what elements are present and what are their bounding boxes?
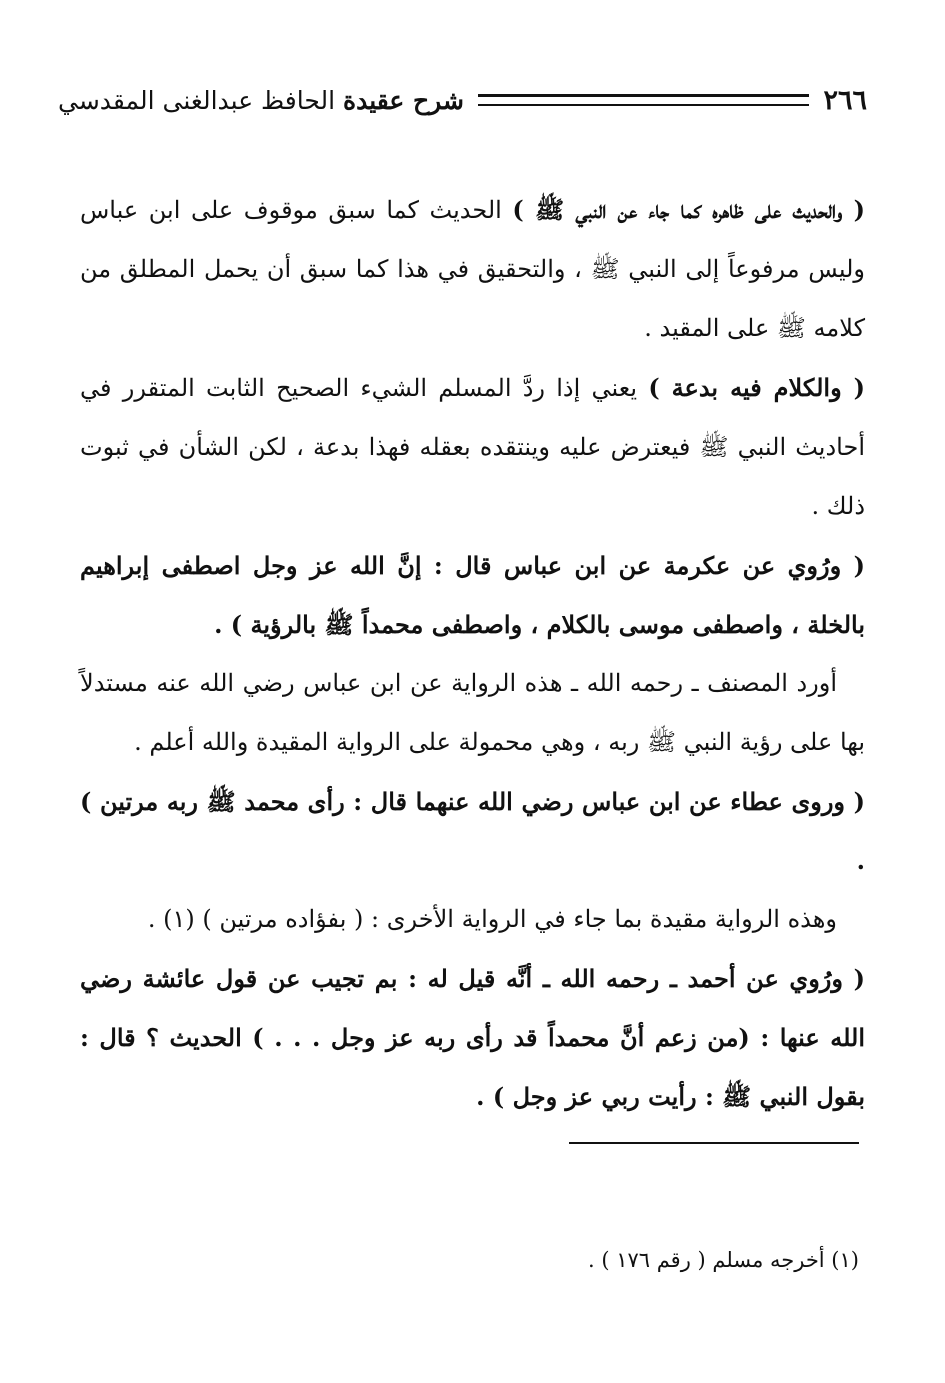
quoted-text: ( والكلام فيه بدعة ): [648, 373, 865, 402]
paragraph-4: أورد المصنف ـ رحمه الله ـ هذه الرواية عن ابن عباس رضي الله عنه مستدلاً بها على رؤية النبي ﷺ ربه ، وهي محمولة على الرواية المقيدة والله أعلم .: [80, 669, 865, 756]
page-number: ٢٦٦: [823, 84, 867, 116]
header-rule: [478, 94, 810, 106]
quoted-text: ( والحديث على ظاهره كما جاء عن النبي ﷺ ): [512, 195, 865, 224]
paragraph-3: ( ورُوي عن عكرمة عن ابن عباس قال : إنَّ الله عز وجل اصطفى إبراهيم بالخلة ، واصطفى موسى بالكلام ، واصطفى محمداً ﷺ بالرؤية ) .: [80, 551, 865, 639]
page-header: [58, 78, 867, 122]
book-title: [58, 86, 464, 115]
footnote-separator: [569, 1142, 859, 1144]
commentary-text: الحديث كما سبق موقوف على ابن عباس وليس مرفوعاً إلى النبي ﷺ ، والتحقيق في هذا كما سبق أن يحمل المطلق من كلامه ﷺ على المقيد .: [80, 196, 865, 342]
commentary-text: يعني إذا ردَّ المسلم الشيء الصحيح الثابت المتقرر في أحاديث النبي ﷺ فيعترض عليه وينتقده بعقله فهذا بدعة ، لكن الشأن في ثبوت ذلك .: [80, 374, 865, 520]
paragraph-5: ( وروى عطاء عن ابن عباس رضي الله عنهما قال : رأى محمد ﷺ ربه مرتين ) .: [80, 787, 865, 875]
paragraph-6: وهذه الرواية مقيدة بما جاء في الرواية الأخرى : ( بفؤاده مرتين ) (١) .: [147, 905, 837, 933]
book-title-rest: الحافظ عبدالغنى المقدسي: [58, 85, 343, 115]
book-title-bold: شرح عقيدة: [343, 85, 464, 115]
page-body: [80, 180, 865, 1126]
paragraph-2: [80, 358, 865, 536]
paragraph-7: ( ورُوي عن أحمد ـ رحمه الله ـ أنَّه قيل له : بم تجيب عن قول عائشة رضي الله عنها : (من زعم أنَّ محمداً قد رأى ربه عز وجل . . . ) الحديث ؟ قال : بقول النبي ﷺ : رأيت ربي عز وجل ) .: [80, 964, 866, 1111]
footnote: (١) أخرجه مسلم ( رقم ١٧٦ ) .: [587, 1248, 859, 1272]
paragraph-1: [80, 180, 865, 358]
